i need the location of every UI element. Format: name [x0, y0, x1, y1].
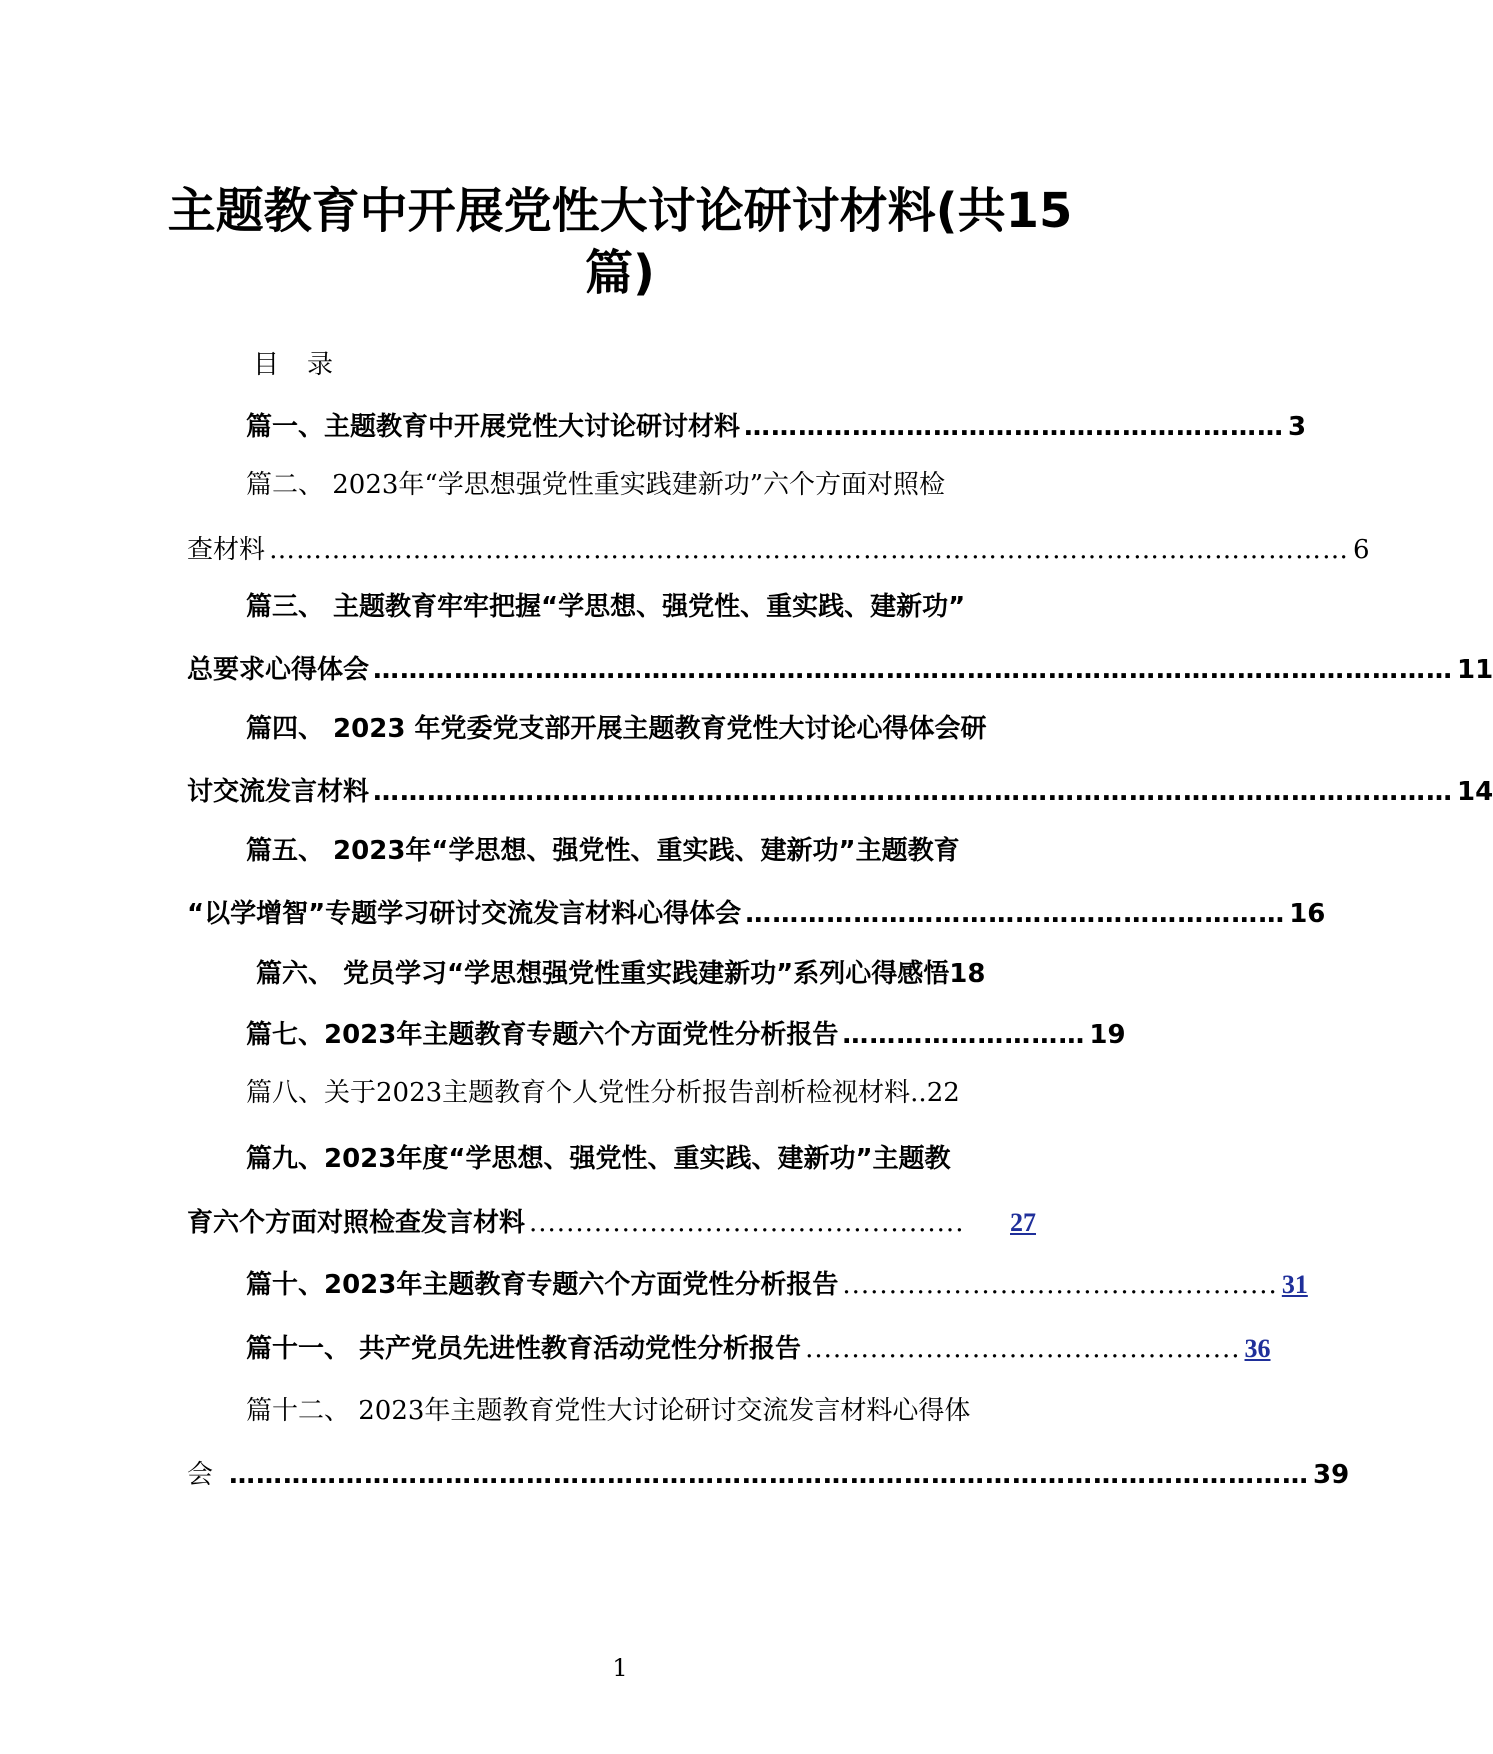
toc-entry-title: 育六个方面对照检查发言材料 — [187, 1208, 526, 1238]
toc-entry-10[interactable] — [246, 1268, 1308, 1302]
toc-entry-title: 篇七、2023年主题教育专题六个方面党性分析报告 — [246, 1020, 839, 1050]
toc-page-link[interactable]: 27 — [1010, 1208, 1036, 1237]
toc-entry-title: “以学增智”专题学习研讨交流发言材料心得体会 — [187, 899, 742, 929]
toc-leader: ……………………… — [842, 1020, 1086, 1050]
toc-entry-2-line1[interactable]: 篇二、 2023年“学思想强党性重实践建新功”六个方面对照检 — [246, 470, 946, 500]
title-line-2: 篇) — [585, 245, 655, 301]
toc-entry-6[interactable] — [256, 957, 985, 991]
toc-page-number: 16 — [1289, 899, 1326, 929]
toc-entry-title: 会 — [187, 1460, 214, 1490]
toc-entry-4-line2[interactable] — [187, 775, 1493, 809]
toc-leader: ............................................... — [529, 1208, 965, 1238]
toc-entry-12-line1[interactable]: 篇十二、 2023年主题教育党性大讨论研讨交流发言材料心得体 — [246, 1396, 971, 1426]
toc-entry-5-line1[interactable]: 篇五、 2023年“学思想、强党性、重实践、建新功”主题教育 — [246, 836, 960, 866]
toc-entry-8[interactable] — [246, 1076, 960, 1110]
toc-entry-7[interactable] — [246, 1018, 1126, 1052]
toc-heading: 目录 — [253, 350, 362, 380]
toc-page-number: 19 — [1089, 1020, 1126, 1050]
toc-entry-12-line2[interactable] — [187, 1458, 1350, 1492]
toc-entry-2-line2[interactable] — [187, 533, 1370, 567]
toc-leader: ………………………………………………………………………………………………………… — [269, 535, 1350, 565]
toc-leader: ............................................... — [805, 1334, 1241, 1364]
toc-page-link[interactable]: 36 — [1244, 1334, 1271, 1363]
toc-page-number: 14 — [1457, 777, 1493, 807]
toc-page-number: 6 — [1353, 535, 1370, 565]
toc-entry-title: 篇十一、 共产党员先进性教育活动党性分析报告 — [246, 1334, 802, 1364]
toc-page-number: 11 — [1457, 655, 1493, 685]
toc-entry-5-line2[interactable] — [187, 897, 1326, 931]
toc-leader: ………………………………………………………………………………………………………… — [373, 777, 1454, 807]
toc-entry-title: 篇八、关于2023主题教育个人党性分析报告剖析检视材料 — [246, 1078, 911, 1108]
toc-leader: …………………………………………………… — [744, 412, 1285, 442]
toc-leader: ………………………………………………………………………………………………………… — [373, 655, 1454, 685]
toc-entry-4-line1[interactable]: 篇四、 2023 年党委党支部开展主题教育党性大讨论心得体会研 — [246, 714, 987, 744]
toc-leader: .. — [910, 1078, 927, 1108]
toc-page-number: 3 — [1288, 412, 1307, 442]
toc-entry-9-line2[interactable] — [187, 1206, 1036, 1240]
toc-page-number: 18 — [949, 959, 986, 989]
toc-page-number: 39 — [1313, 1460, 1350, 1490]
toc-leader: ………………………………………………………………………………………………………… — [229, 1460, 1310, 1490]
toc-leader: …………………………………………………… — [745, 899, 1286, 929]
toc-page-number: 22 — [926, 1078, 960, 1108]
toc-page-link[interactable]: 31 — [1281, 1270, 1308, 1299]
toc-entry-title: 总要求心得体会 — [187, 655, 370, 685]
toc-entry-title: 篇六、 党员学习“学思想强党性重实践建新功”系列心得感悟 — [256, 959, 950, 989]
footer-page-number: 1 — [612, 1654, 628, 1682]
toc-entry-1[interactable] — [246, 410, 1307, 444]
toc-entry-title: 讨交流发言材料 — [187, 777, 370, 807]
toc-entry-3-line2[interactable] — [187, 653, 1493, 687]
toc-entry-title: 查材料 — [187, 535, 266, 565]
toc-entry-3-line1[interactable]: 篇三、 主题教育牢牢把握“学思想、强党性、重实践、建新功” — [246, 592, 966, 622]
toc-entry-title: 篇一、主题教育中开展党性大讨论研讨材料 — [246, 412, 741, 442]
title-line-1: 主题教育中开展党性大讨论研讨材料(共15 — [167, 183, 1073, 239]
toc-entry-9-line1[interactable]: 篇九、2023年度“学思想、强党性、重实践、建新功”主题教 — [246, 1144, 951, 1174]
toc-entry-11[interactable] — [246, 1332, 1271, 1366]
toc-leader: ............................................... — [842, 1270, 1278, 1300]
toc-entry-title: 篇十、2023年主题教育专题六个方面党性分析报告 — [246, 1270, 839, 1300]
document-title — [160, 180, 1080, 304]
